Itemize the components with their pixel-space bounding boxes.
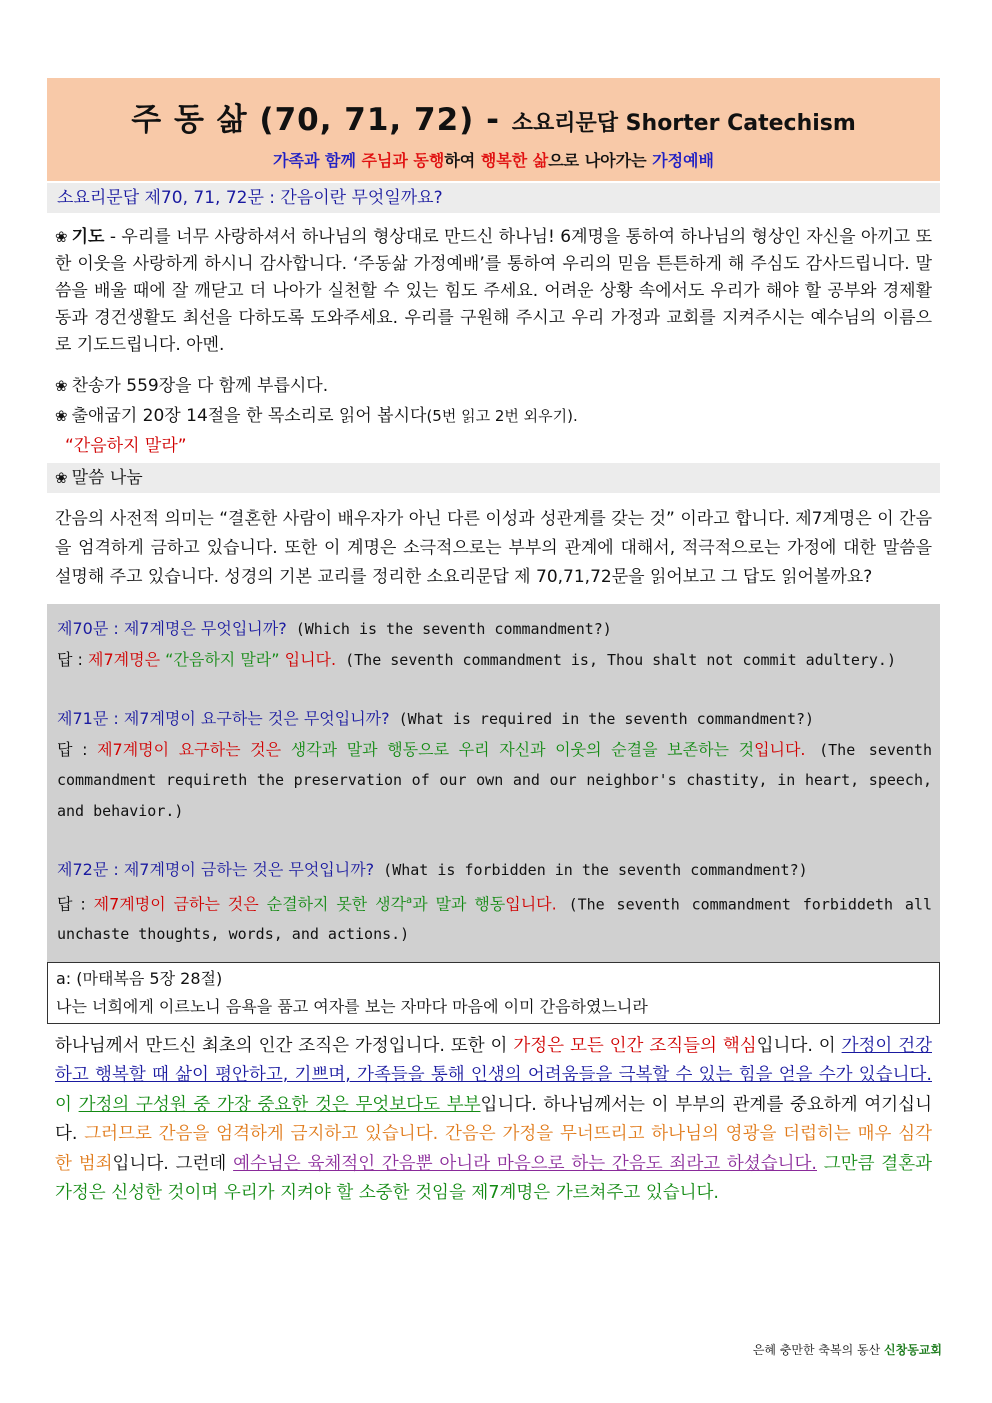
flower-icon: ❀	[55, 407, 68, 425]
answer-label: 답 :	[57, 739, 98, 759]
answer-part: 제7계명이 요구하는 것은	[97, 739, 291, 759]
answer-en: (The seventh commandment forbiddeth all unchaste thoughts, words, and actions.)	[57, 894, 932, 944]
answer-part: 제7계명은	[88, 649, 166, 669]
subtitle-part: 행복한 삶	[480, 151, 549, 170]
footnote-box	[47, 962, 940, 1024]
title-sub: 소요리문답 Shorter Catechism	[511, 111, 856, 136]
closing-part: 가정은 모든 인간 조직들의 핵심	[513, 1035, 757, 1056]
answer-label: 답 :	[57, 893, 94, 913]
question-ko: 제70문 : 제7계명은 무엇입니까?	[57, 619, 287, 638]
reading-line	[47, 401, 940, 431]
catechism-question	[57, 704, 932, 735]
subtitle-part: 하여	[444, 151, 481, 170]
catechism-answer	[57, 735, 932, 827]
flower-icon: ❀	[55, 228, 68, 246]
intro-paragraph: 간음의 사전적 의미는 “결혼한 사람이 배우자가 아닌 다른 이성과 성관계를 갖는 것” 이라고 합니다. 제7계명은 이 간음을 엄격하게 금하고 있습니다. 또한 이 계명은 소극적으로는 부부의 관계에 대해서, 적극적으로는 가정에 대한 말씀을 설명해 주고 있습니다. 성경의 기본 교리를 정리한 소요리문답 제 70,71,72문을 읽어보고 그 답도 읽어볼까요?	[55, 509, 932, 587]
question-heading: 소요리문답 제70, 71, 72문 : 간음이란 무엇일까요?	[47, 183, 940, 213]
catechism-answer	[57, 645, 932, 676]
answer-part: 과 말과 행동	[412, 893, 506, 913]
subtitle	[47, 148, 940, 171]
question-ko: 제71문 : 제7계명이 요구하는 것은 무엇입니까?	[57, 709, 390, 728]
subtitle-part: 가족과 함께	[273, 151, 362, 170]
page-title	[47, 94, 940, 139]
subtitle-part: 가정예배	[652, 151, 714, 170]
hymn-text: 찬송가 559장을 다 함께 부릅시다.	[71, 376, 329, 396]
footer	[753, 1341, 942, 1358]
closing-part: 가정의 구성원 중 가장 중요한 것은 무엇보다도 부부	[78, 1094, 481, 1115]
question-en: (Which is the seventh commandment?)	[286, 620, 612, 638]
sharing-heading	[47, 463, 940, 493]
answer-en: (The seventh commandment requireth the preservation of our own and our neighbor's chastity, in heart, speech, and behavior.)	[57, 740, 932, 820]
catechism-answer	[57, 886, 932, 950]
answer-part: a	[406, 894, 413, 906]
question-en: (What is required in the seventh commandment?)	[389, 710, 815, 728]
page	[47, 78, 940, 1209]
reading-text: 출애굽기 20장 14절을 한 목소리로 읽어 봅시다	[71, 406, 427, 426]
sharing-label: 말씀 나눔	[71, 468, 143, 488]
closing-part: 이	[55, 1094, 79, 1115]
footnote-text: 나는 너희에게 이르노니 음욕을 품고 여자를 보는 자마다 마음에 이미 간음하였느니라	[56, 996, 648, 1016]
closing-part: 입니다. 하나님께서는 이 부부의 관계를 중요하게 여기십니다.	[55, 1094, 932, 1145]
closing-paragraph	[47, 1032, 940, 1209]
answer-part: 입니다.	[279, 649, 337, 669]
answer-part: 제7계명이 금하는 것은	[93, 893, 267, 913]
answer-part: “간음하지 말라”	[165, 649, 280, 669]
prayer-text: - 우리를 너무 사랑하셔서 하나님의 형상대로 만드신 하나님! 6계명을 통하여 하나님의 형상인 자신을 아끼고 또한 이웃을 사랑하게 하시니 감사합니다. ‘주동삶 가정예배’를 통하여 우리의 믿음 튼튼하게 해 주심도 감사드립니다. 말씀을 배울 때에 잘 깨닫고 더 나아가 실천할 수 있는 힘도 주세요. 어려운 상황 속에서도 우리가 해야 할 공부와 경제활동과 경건생활도 최선을 다하도록 도와주세요. 우리를 구원해 주시고 우리 가정과 교회를 지켜주시는 예수님의 이름으로 기도드립니다. 아멘.	[55, 227, 933, 355]
answer-part: 입니다.	[505, 893, 557, 913]
answer-part: 입니다.	[754, 739, 806, 759]
hymn-line	[47, 371, 940, 401]
question-en: (What is forbidden in the seventh commandment?)	[374, 861, 808, 879]
catechism-box	[47, 604, 940, 962]
answer-label: 답 :	[57, 649, 89, 669]
answer-en: (The seventh commandment is, Thou shalt not commit adultery.)	[336, 650, 896, 669]
prayer-label: 기도	[71, 227, 105, 247]
footer-text: 은혜 충만한 축복의 동산	[752, 1343, 885, 1357]
title-main: 주 동 삶 (70, 71, 72) -	[131, 102, 512, 138]
answer-part: 생각과 말과 행동으로 우리 자신과 이웃의 순결을 보존하는 것	[290, 739, 755, 759]
reading-verse: “간음하지 말라”	[65, 436, 187, 456]
closing-part: 예수님은 육체적인 간음뿐 아니라 마음으로 하는 간음도 죄라고 하셨습니다.	[233, 1153, 817, 1174]
prayer-paragraph	[47, 224, 940, 359]
subtitle-part: 주님과 동행	[361, 151, 445, 170]
answer-part: 순결하지 못한 생각	[266, 893, 407, 913]
reading-note: (5번 읽고 2번 외우기).	[426, 407, 578, 425]
catechism-question	[57, 614, 932, 645]
closing-part: 하나님께서 만드신 최초의 인간 조직은 가정입니다. 또한 이	[55, 1035, 514, 1056]
closing-part: 입니다. 그런데	[112, 1153, 234, 1174]
closing-part: 그러므로 간음을 엄격하게 금지하고 있습니다. 간음은 가정을 무너뜨리고 하나님의 영광을 더럽히는 매우 심각한 범죄	[55, 1124, 932, 1174]
closing-part: 그만큼 결혼과 가정은 신성한 것이며 우리가 지켜야 할 소중한 것임을 제7계명은 가르쳐주고 있습니다.	[55, 1153, 933, 1204]
flower-icon: ❀	[55, 469, 68, 487]
church-name: 신창동교회	[884, 1343, 942, 1357]
closing-part: 입니다. 이	[756, 1035, 842, 1056]
subtitle-part: 으로 나아가는	[548, 151, 653, 170]
title-banner	[47, 78, 940, 181]
question-ko: 제72문 : 제7계명이 금하는 것은 무엇입니까?	[57, 860, 375, 879]
flower-icon: ❀	[55, 377, 68, 395]
closing-part: 가정이 건강하고 행복할 때 삶이 평안하고, 기쁘며, 가족들을 통해 인생의 어려움들을 극복할 수 있는 힘을 얻을 수가 있습니다.	[55, 1035, 932, 1086]
catechism-question	[57, 855, 932, 886]
footnote-ref: a: (마태복음 5장 28절)	[56, 968, 223, 988]
